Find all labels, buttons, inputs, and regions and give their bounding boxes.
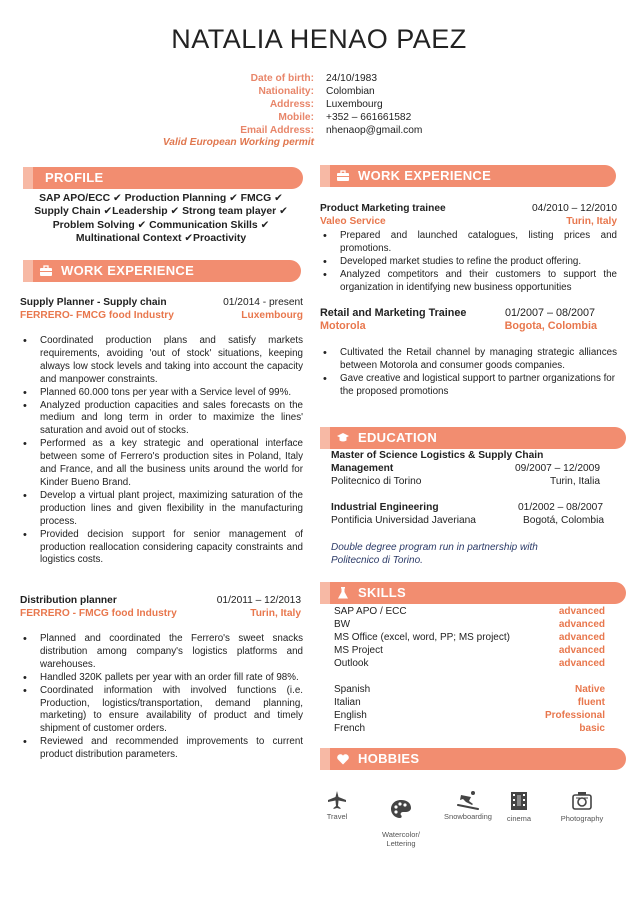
language-level: fluent [577, 697, 605, 708]
education-dates: 09/2007 – 12/2009 [515, 462, 600, 474]
profile-line: Supply Chain ✔Leadership ✔ Strong team player ✔ [34, 206, 288, 218]
education-header-label: EDUCATION [358, 430, 438, 445]
education-dates: 01/2002 – 08/2007 [518, 502, 603, 513]
school: Pontificia Universidad Javeriana [331, 515, 476, 526]
list-item: • Analyzed production capacities and sales forecasts on the medium and long term in order to maximize the lines' saturation and avoid out of stocks. [20, 400, 303, 439]
heart-icon [336, 752, 350, 766]
profile-header-label: PROFILE [45, 170, 104, 185]
list-item: • Performed as a key strategic and operational interface between some of Ferrero's production sites in Poland, Italy and France, and all the business units around the world for Kinder Bueno Brand. [20, 438, 303, 490]
work-header-label: WORK EXPERIENCE [358, 168, 492, 183]
hobby-label: Snowboarding [444, 812, 492, 821]
hobby-cinema [505, 790, 533, 823]
nationality-label: Nationality: [258, 86, 314, 97]
skill-row [334, 644, 605, 657]
language-row [334, 709, 605, 722]
language-name: Italian [334, 697, 361, 708]
job-dates: 04/2010 – 12/2010 [532, 203, 617, 214]
list-item: • Provided decision support for senior management of production reallocation considering capacity constraints and logistics costs. [20, 529, 303, 568]
snowboarder-icon [455, 790, 481, 810]
school: Politecnico di Torino [331, 475, 422, 487]
education-location: Turin, Italia [549, 475, 600, 487]
job-location: Luxembourg [241, 310, 303, 321]
hobby-watercolor [374, 790, 428, 848]
skill-level: advanced [558, 632, 605, 643]
education-location: Bogotá, Colombia [523, 515, 604, 526]
skill-row [334, 657, 605, 670]
job-entry [20, 297, 303, 567]
language-name: English [334, 710, 367, 721]
hobby-label: cinema [506, 814, 532, 823]
degree: Industrial Engineering [331, 502, 439, 513]
nationality-value: Colombian [326, 86, 375, 97]
education-entry [331, 502, 604, 528]
job-dates: 01/2014 - present [223, 297, 303, 308]
candidate-name: NATALIA HENAO PAEZ [171, 24, 467, 54]
job-entry [20, 595, 303, 762]
list-item: • Coordinated information with involved functions (i.e. Production, logistics/transportation, demand planning, marketing) to ensure availability of product and timely shipment of customer orders. [20, 685, 303, 737]
list-item: • Handled 320K pallets per year with an order fill rate of 98%. [20, 672, 303, 685]
education-note [331, 541, 604, 567]
profile-summary [20, 192, 302, 246]
list-item: • Cultivated the Retail channel by managing strategic alliances between Motorola and consumer goods companies. [320, 347, 617, 373]
address-label: Address: [269, 99, 314, 110]
hobby-label: Watercolor/ Lettering [381, 830, 421, 848]
briefcase-icon [39, 264, 53, 278]
dob-value: 24/10/1983 [326, 73, 377, 84]
job-location: Turin, Italy [566, 216, 617, 227]
skills-list [334, 605, 605, 745]
list-item: • Developed market studies to refine the product offering. [320, 256, 617, 269]
language-row [334, 696, 605, 709]
job-company: FERRERO - FMCG food Industry [20, 608, 177, 619]
profile-header [23, 167, 303, 189]
job-entry [320, 307, 617, 399]
list-item: • Coordinated production plans and satisfy markets requirements, avoiding 'out of stock' situations, keeping always low stock levels and taking into account the capacity and manpower constraints. [20, 335, 303, 387]
skill-name: SAP APO / ECC [334, 606, 407, 617]
skill-row [334, 631, 605, 644]
job-title: Supply Planner - Supply chain [20, 297, 167, 308]
skill-name: MS Office (excel, word, PP; MS project) [334, 632, 510, 643]
job-bullets [20, 633, 303, 762]
job-title: Product Marketing trainee [320, 203, 446, 214]
briefcase-icon [336, 169, 350, 183]
skill-level: advanced [558, 658, 605, 669]
skill-row [334, 618, 605, 631]
skill-level: advanced [558, 619, 605, 630]
job-location: Bogota, Colombia [504, 320, 597, 332]
language-name: French [334, 723, 366, 734]
language-level: basic [579, 723, 605, 734]
job-bullets [20, 335, 303, 567]
job-company: Motorola [320, 320, 366, 332]
job-title: Distribution planner [20, 595, 117, 606]
skill-name: MS Project [334, 645, 383, 656]
note-line: Politecnico di Torino. [331, 555, 423, 566]
language-level: Native [574, 684, 605, 695]
hobbies-header [320, 748, 626, 770]
film-icon [509, 790, 529, 812]
degree: Master of Science Logistics & Supply Chain [331, 450, 544, 461]
job-location: Turin, Italy [250, 608, 301, 619]
skills-header [320, 582, 626, 604]
skill-level: advanced [558, 606, 605, 617]
flask-icon [336, 586, 350, 600]
work-experience-header-left [23, 260, 301, 282]
camera-icon [571, 790, 593, 812]
skill-name: BW [334, 619, 351, 630]
hobby-snowboarding [438, 790, 498, 821]
graduation-cap-icon [336, 431, 350, 445]
job-title: Retail and Marketing Trainee [320, 307, 467, 319]
language-row [334, 683, 605, 696]
education-entry [331, 450, 604, 489]
mobile-value: +352 – 661661582 [326, 112, 412, 123]
hobby-travel [320, 790, 354, 821]
job-company: Valeo Service [320, 216, 386, 227]
skill-row [334, 605, 605, 618]
address-value: Luxembourg [326, 99, 383, 110]
language-name: Spanish [334, 684, 371, 695]
skill-name: Outlook [334, 658, 369, 669]
dob-label: Date of birth: [250, 73, 314, 84]
work-permit: Valid European Working permit [162, 137, 314, 148]
list-item: • Planned and coordinated the Ferrero's sweet snacks distribution among company's logistics platforms and warehouses. [20, 633, 303, 672]
language-level: Professional [544, 710, 605, 721]
profile-line: Problem Solving ✔ Communication Skills ✔ [52, 219, 270, 231]
job-dates: 01/2011 – 12/2013 [216, 595, 301, 606]
hobby-label: Travel [326, 812, 348, 821]
email-label: Email Address: [240, 125, 314, 136]
email-value: nhenaop@gmail.com [326, 125, 423, 136]
palette-icon [390, 799, 412, 819]
skills-header-label: SKILLS [358, 585, 407, 600]
job-dates: 01/2007 – 08/2007 [504, 307, 595, 319]
job-bullets [320, 347, 617, 399]
list-item: • Gave creative and logistical support to partner organizations for the proposed promotions [320, 373, 617, 399]
list-item: • Analyzed competitors and their customers to support the organization in identifying new business opportunities [320, 269, 617, 295]
list-item: • Prepared and launched catalogues, listing prices and promotions. [320, 230, 617, 256]
job-company: FERRERO- FMCG food Industry [20, 310, 174, 321]
degree-cont: Management [331, 462, 394, 474]
mobile-label: Mobile: [278, 112, 314, 123]
skill-level: advanced [558, 645, 605, 656]
list-item: • Reviewed and recommended improvements to current product distribution parameters. [20, 736, 303, 762]
list-item: • Develop a virtual plant project, maximizing saturation of the production lines and given flexibility in the manufacturing process. [20, 490, 303, 529]
job-entry [320, 203, 617, 295]
profile-line: Multinational Context ✔Proactivity [75, 233, 247, 245]
hobby-label: Photography [560, 814, 604, 823]
hobbies-header-label: HOBBIES [358, 751, 420, 766]
job-bullets [320, 230, 617, 295]
note-line: Double degree program run in partnership with [331, 542, 538, 553]
work-header-label: WORK EXPERIENCE [61, 263, 195, 278]
education-header [320, 427, 626, 449]
hobby-photography [556, 790, 608, 823]
list-item: • Planned 60.000 tons per year with a Service level of 99%. [20, 387, 303, 400]
work-experience-header-right [320, 165, 616, 187]
profile-line: SAP APO/ECC ✔ Production Planning ✔ FMCG ✔ [39, 193, 283, 204]
airplane-icon [326, 790, 348, 810]
language-row [334, 722, 605, 735]
